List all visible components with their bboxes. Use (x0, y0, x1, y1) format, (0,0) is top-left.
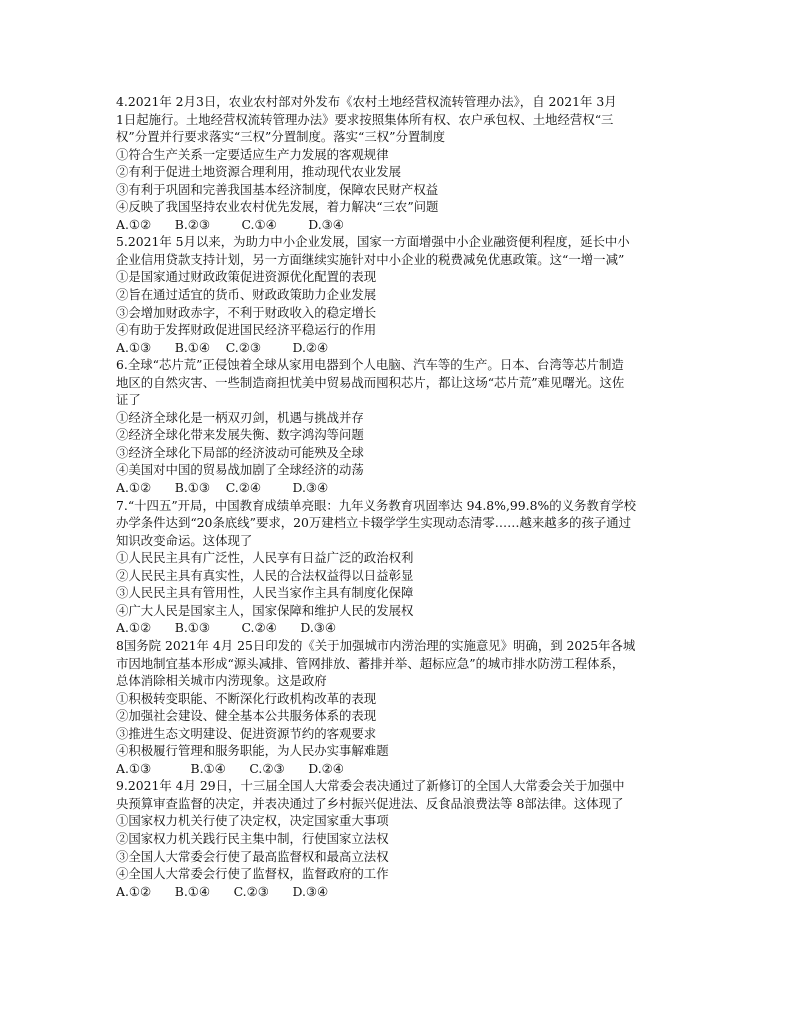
option-statement: ③人民民主具有管用性，人民当家作主具有制度化保障 (116, 585, 414, 601)
option-statement: ③经济全球化下局部的经济波动可能殃及全球 (116, 444, 364, 460)
option-statement: ②旨在通过适宜的货币、财政政策助力企业发展 (116, 287, 377, 303)
question-5 (116, 233, 686, 356)
option-statement: ③推进生态文明建设、促进资源节约的客观要求 (116, 725, 377, 741)
option-statement: ②人民民主具有真实性，人民的合法权益得以日益彰显 (116, 567, 414, 583)
question-stem-line: 办学条件达到“20条底线”要求，20万建档立卡辍学学生实现动态清零……越来越多的孩子通过 (116, 515, 632, 531)
option-statement: ②加强社会建设、健全基本公共服务体系的表现 (116, 708, 377, 724)
option-statement: ①是国家通过财政政策促进资源优化配置的表现 (116, 269, 377, 285)
answer-choices: A.①② B.①③ C.②④ D.③④ (116, 620, 336, 636)
question-stem-line: 6.全球“芯片荒”正侵蚀着全球从家用电器到个人电脑、汽车等的生产。日本、台湾等芯片制造 (116, 357, 624, 373)
question-4 (116, 93, 686, 233)
option-statement: ②有利于促进土地资源合理利用，推动现代农业发展 (116, 164, 401, 180)
question-stem-line: 市因地制宜基本形成“源头减排、管网排放、蓄排并举、超标应急”的城市排水防涝工程体系， (116, 655, 625, 671)
exam-page (116, 93, 686, 900)
answer-choices: A.①② B.①④ C.②③ D.③④ (116, 883, 329, 899)
question-stem-line: 地区的自然灾害、一些制造商担忧美中贸易战而囤积芯片，都让这场“芯片荒”难见曙光。这佐 (116, 374, 625, 390)
answer-choices: A.①② B.①③ C.②④ D.③④ (116, 480, 329, 496)
option-statement: ④反映了我国坚持农业农村优先发展，着力解决“三农”问题 (116, 199, 439, 215)
option-statement: ④全国人大常委会行使了监督权，监督政府的工作 (116, 866, 389, 882)
answer-choices: A.①② B.②③ C.①④ D.③④ (116, 216, 344, 232)
question-stem-line: 知识改变命运。这体现了 (116, 532, 253, 548)
option-statement: ①经济全球化是一柄双刃剑，机遇与挑战并存 (116, 409, 364, 425)
option-statement: ③有利于巩固和完善我国基本经济制度，保障农民财产权益 (116, 181, 439, 197)
option-statement: ③全国人大常委会行使了最高监督权和最高立法权 (116, 848, 389, 864)
option-statement: ①国家权力机关行使了决定权，决定国家重大事项 (116, 813, 389, 829)
question-stem-line: 7.“十四五”开局，中国教育成绩单亮眼：九年义务教育巩固率达 94.8%,99.8%的义务教育学校 (116, 497, 636, 513)
question-stem-line: 8国务院 2021年 4月 25日印发的《关于加强城市内涝治理的实施意见》明确，到 2025年各城 (116, 637, 636, 653)
option-statement: ②经济全球化带来发展失衡、数字鸿沟等问题 (116, 427, 364, 443)
question-stem-line: 企业信用贷款支持计划，另一方面继续实施针对中小企业的税费减免优惠政策。这“一增一减” (116, 251, 625, 267)
option-statement: ①积极转变职能、不断深化行政机构改革的表现 (116, 690, 377, 706)
question-stem-line: 总体消除相关城市内涝现象。这是政府 (116, 673, 327, 689)
answer-choices: A.①③ B.①④ C.②③ D.②④ (116, 760, 344, 776)
question-stem-line: 权”分置并行要求落实“三权”分置制度。落实“三权”分置制度 (116, 129, 446, 145)
question-7 (116, 497, 686, 637)
question-8 (116, 637, 686, 777)
option-statement: ③会增加财政赤字，不利于财政收入的稳定增长 (116, 304, 377, 320)
question-stem-line: 5.2021年 5月以来，为助力中小企业发展，国家一方面增强中小企业融资便利程度，延长中小 (116, 234, 630, 250)
option-statement: ④积极履行管理和服务职能，为人民办实事解难题 (116, 743, 389, 759)
option-statement: ④广大人民是国家主人，国家保障和维护人民的发展权 (116, 602, 414, 618)
question-stem-line: 证了 (116, 392, 141, 408)
option-statement: ④美国对中国的贸易战加剧了全球经济的动荡 (116, 462, 364, 478)
answer-choices: A.①③ B.①④ C.②③ D.②④ (116, 339, 329, 355)
question-stem-line: 央预算审查监督的决定，并表决通过了乡村振兴促进法、反食品浪费法等 8部法律。这体现了 (116, 795, 624, 811)
question-stem-line: 9.2021年 4月 29日，十三届全国人大常委会表决通过了新修订的全国人大常委会关于加强中 (116, 778, 625, 794)
option-statement: ①人民民主具有广泛性，人民享有日益广泛的政治权利 (116, 550, 414, 566)
option-statement: ④有助于发挥财政促进国民经济平稳运行的作用 (116, 322, 377, 338)
option-statement: ②国家权力机关践行民主集中制，行使国家立法权 (116, 830, 389, 846)
question-stem-line: 4.2021年 2月3日，农业农村部对外发布《农村土地经营权流转管理办法》，自 2021年 3月 (116, 94, 617, 109)
option-statement: ①符合生产关系一定要适应生产力发展的客观规律 (116, 146, 389, 162)
question-9 (116, 777, 686, 900)
question-6 (116, 356, 686, 496)
question-stem-line: 1日起施行。土地经营权流转管理办法》要求按照集体所有权、农户承包权、土地经营权“三 (116, 111, 614, 127)
